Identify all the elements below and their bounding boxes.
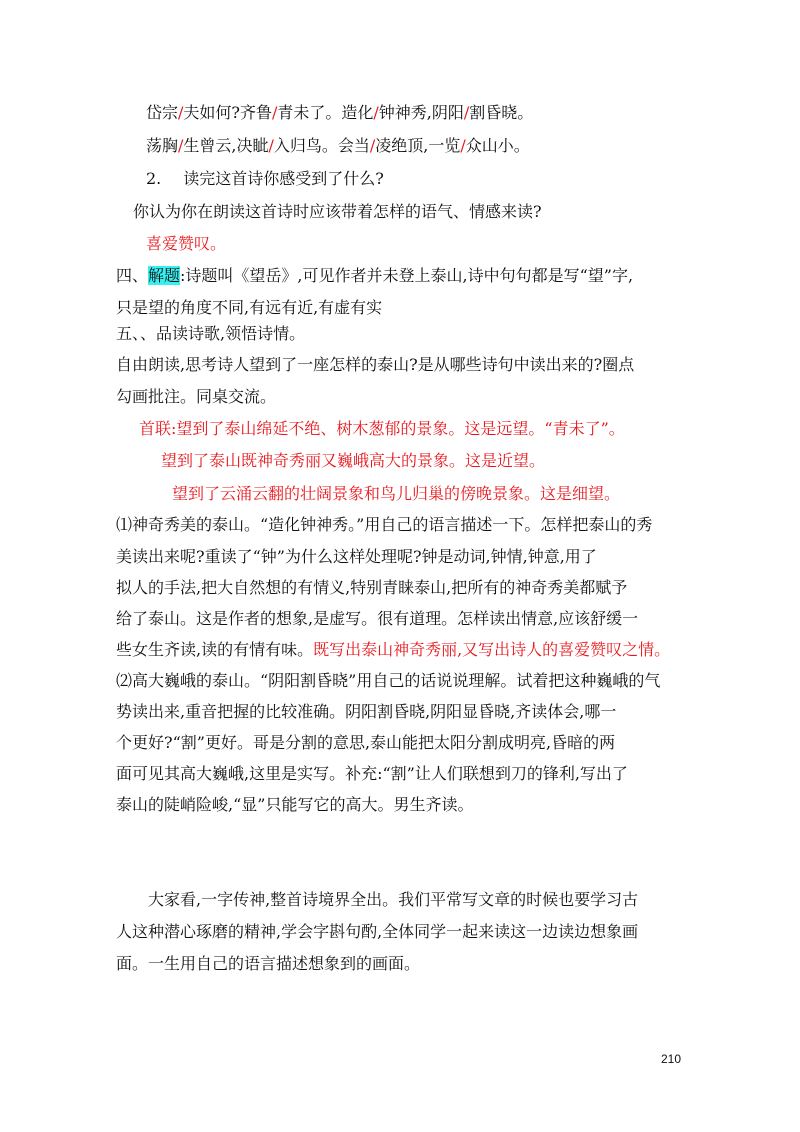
para3-line-1: 大家看,一字传神,整首诗境界全出。我们平常写文章的时候也要学习古 xyxy=(148,890,639,909)
answer-detail-view: 望到了云涌云翻的壮阔景象和鸟儿归巢的傍晚景象。这是细望。 xyxy=(172,484,621,503)
para1-line-1: ⑴神奇秀美的泰山。“造化钟神秀。”用自己的语言描述一下。怎样把泰山的秀 xyxy=(116,515,653,534)
para1-line-5-text: 些女生齐读,读的有情有味。 xyxy=(116,640,314,659)
section-4-line-1 xyxy=(116,265,633,287)
section-5-line-2: 勾画批注。同桌交流。 xyxy=(116,387,277,406)
para1-line-5 xyxy=(116,639,670,661)
poem-text: 荡胸 xyxy=(146,136,179,155)
question-number: 2. xyxy=(146,169,162,188)
pause-slash: / xyxy=(460,136,466,155)
poem-text: 青未了。造化 xyxy=(277,103,374,122)
section-5-line-1: 自由朗读,思考诗人望到了一座怎样的泰山?是从哪些诗句中读出来的?圈点 xyxy=(116,355,635,374)
poem-text: 岱宗 xyxy=(146,103,179,122)
poem-text: 割昏晓。 xyxy=(469,103,534,122)
question-2-answer: 喜爱赞叹。 xyxy=(146,234,227,253)
poem-text: 入归鸟。会当 xyxy=(273,136,370,155)
para2-line-1: ⑵高大巍峨的泰山。“阴阳割昏晓”用自己的话说说理解。试着把这种巍峨的气 xyxy=(116,671,661,690)
pause-slash: / xyxy=(268,136,274,155)
page-number: 210 xyxy=(661,1052,682,1066)
para2-line-4: 面可见其高大巍峨,这里是实写。补充:“割”让人们联想到刀的锋利,写出了 xyxy=(116,764,628,783)
poem-line-2 xyxy=(146,135,530,157)
section-4-line-2: 只是望的角度不同,有远有近,有虚有实 xyxy=(116,298,383,317)
highlighted-term: 解题 xyxy=(148,266,181,285)
para2-line-5: 泰山的陡峭险峻,“显”只能写它的高大。男生齐读。 xyxy=(116,795,474,814)
section-5-title: 五、、品读诗歌,领悟诗情。 xyxy=(116,324,306,343)
poem-text: 夫如何?齐鲁 xyxy=(183,103,272,122)
poem-text: 凌绝顶,一览 xyxy=(375,136,461,155)
poem-line-1 xyxy=(146,102,533,124)
para1-line-2: 美读出来呢?重读了“钟”为什么这样处理呢?钟是动词,钟情,钟意,用了 xyxy=(116,547,597,566)
para1-line-4: 给了泰山。这是作者的想象,是虚写。很有道理。怎样读出情意,应该舒缓一 xyxy=(116,609,639,628)
pause-slash: / xyxy=(373,103,379,122)
para1-line-5-red-text: 既写出泰山神奇秀丽,又写出诗人的喜爱赞叹之情。 xyxy=(313,640,671,659)
pause-slash: / xyxy=(178,103,184,122)
pause-slash: / xyxy=(272,103,278,122)
answer-far-view: 首联:望到了泰山绵延不绝、树木葱郁的景象。这是远望。“青未了”。 xyxy=(139,419,625,438)
answer-near-view: 望到了泰山既神奇秀丽又巍峨高大的景象。这是近望。 xyxy=(161,451,546,470)
section-4-prefix: 四、 xyxy=(116,266,149,285)
pause-slash: / xyxy=(178,136,184,155)
question-text: 读完这首诗你感受到了什么? xyxy=(183,169,384,188)
pause-slash: / xyxy=(463,103,470,122)
poem-text: 钟神秀,阴阳 xyxy=(378,103,464,122)
para3-line-3: 面。一生用自己的语言描述想象到的画面。 xyxy=(116,954,421,973)
para2-line-2: 势读出来,重音把握的比较准确。阴阳割昏晓,阴阳显昏晓,齐读体会,哪一 xyxy=(116,702,617,721)
poem-text: 生曾云,决眦 xyxy=(183,136,269,155)
poem-text: 众山小。 xyxy=(465,136,530,155)
para1-line-3: 拟人的手法,把大自然想的有情义,特别青睐泰山,把所有的神奇秀美都赋予 xyxy=(116,578,628,597)
para2-line-3: 个更好?“割”更好。哥是分割的意思,泰山能把太阳分割成明亮,昏暗的两 xyxy=(116,733,616,752)
para3-line-2: 人这种潜心琢磨的精神,学会字斟句酌,全体同学一起来读这一边读边想象画 xyxy=(116,922,639,941)
pause-slash: / xyxy=(369,136,376,155)
question-2 xyxy=(146,168,384,190)
section-4-text: :诗题叫《望岳》,可见作者并未登上泰山,诗中句句都是写“望”字, xyxy=(180,266,634,285)
question-2-sub: 你认为你在朗读这首诗时应该带着怎样的语气、情感来读? xyxy=(133,202,542,221)
